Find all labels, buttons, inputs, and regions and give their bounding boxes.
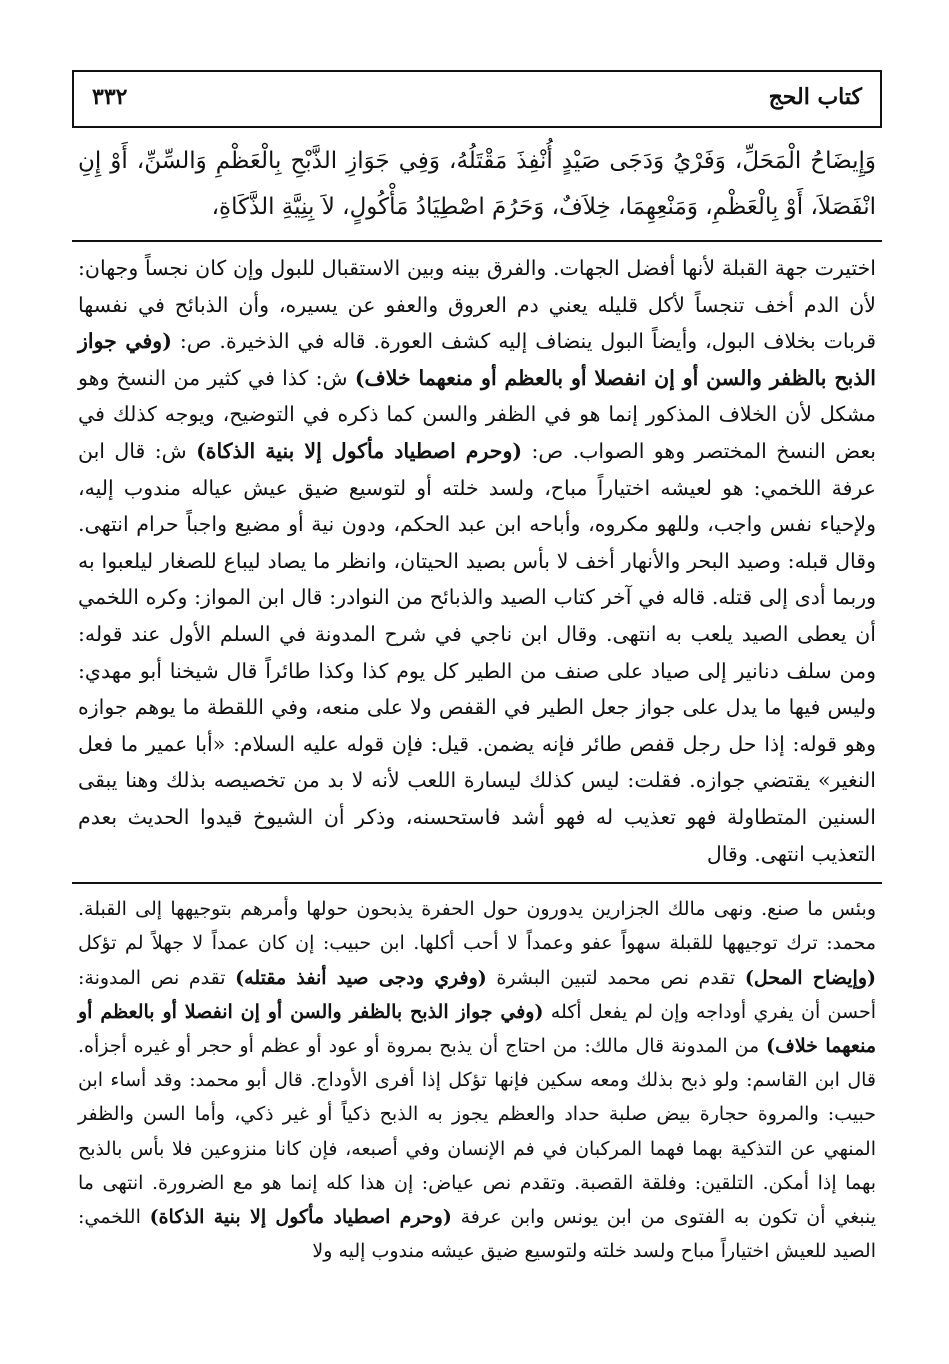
page-number: ٣٣٢ — [92, 84, 128, 110]
footnote — [72, 892, 882, 1268]
quoted-text: (وحرم اصطياد مأكول إلا بنية الذكاة) — [149, 1205, 452, 1228]
footnote-text: اللخمي: الصيد للعيش اختياراً مباح ولسد خلته ولتوسيع ضيق عيشه مندوب إليه ولا — [78, 1205, 876, 1263]
footnote-text: من المدونة قال مالك: من احتاج أن يذبح بمروة أو عود أو عظم أو حجر أو غيره أجزأه. قال ابن القاسم: ولو ذبح بذلك ومعه سكين فإنها تؤكل إذا أفرى الأوداج. قال أبو محمد: وقد أساء ابن حبيب: والمروة حجارة بيض صلبة حداد والعظم يجوز به الذبح ذكياً أو غير ذكي، وأما السن والظفر المنهي عن التذكية بهما فهما المركبان في فم الإنسان وفي أصبعه، فإن كانا منزوعين فلا بأس بالذبح بهما إذا أمكن. التلقين: وفلقة القصبة. وتقدم نص عياض: إن هذا كله إنما هو مع الضرورة. انتهى ما ينبغي أن تكون به الفتوى من ابن يونس وابن عرفة — [78, 1034, 876, 1228]
commentary-paragraph — [78, 250, 876, 872]
quoted-text: (وفي جواز الذبح بالظفر والسن أو إن انفصلا أو بالعظم أو منعهما خلاف) — [78, 1000, 876, 1057]
commentary — [72, 250, 882, 872]
footnote-text: تقدم نص المدونة: أحسن أن يفري أوداجه وإن لم يفعل أكله — [78, 966, 876, 1023]
quoted-text: (وفري ودجى صيد أنفذ مقتله) — [235, 966, 487, 989]
footnote-paragraph — [78, 892, 876, 1268]
quoted-text: (وإيضاح المحل) — [744, 966, 876, 989]
page-header — [72, 70, 882, 128]
book-page — [72, 70, 882, 1268]
main-text — [72, 138, 882, 230]
book-title: كتاب الحج — [768, 84, 862, 110]
quoted-text: (وحرم اصطياد مأكول إلا بنية الذكاة) — [196, 438, 523, 463]
commentary-text: ش: قال ابن عرفة اللخمي: هو لعيشه اختياراً مباح، ولسد خلته أو لتوسيع ضيق عيش عياله مندوب إليه، ولإحياء نفس واجب، وللهو مكروه، وأباحه ابن عبد الحكم، ودون نية أو مضيع واجباً حرام انتهى. وقال قبله: وصيد البحر والأنهار أخف لا بأس بصيد الحيتان، وانظر ما يصاد ليباع للصغار ليلعبوا به وربما أدى إلى قتله. قاله في آخر كتاب الصيد والذبائح من النوادر: قال ابن المواز: وكره اللخمي أن يعطى الصيد يلعب به انتهى. وقال ابن ناجي في شرح المدونة في السلم الأول عند قوله: ومن سلف دنانير إلى صياد على صنف من الطير كل يوم كذا وكذا طائراً قال شيخنا أبو مهدي: وليس فيها ما يدل على جواز جعل الطير في القفص ولا على منعه، وفي اللقطة ما يوهم جوازه وهو قوله: إذا حل رجل قفص طائر فإنه يضمن. قيل: فإن قوله عليه السلام: «أبا عمير ما فعل النغير» يقتضي جوازه. فقلت: ليس كذلك ليسارة اللعب لأنه لا بد من تخصيصه بذلك وهنا يبقى السنين المتطاولة فهو تعذيب له فهو أشد فاستحسنه، وذكر أن الشيوخ قيدوا الحديث بعدم التعذيب انتهى. وقال — [78, 438, 876, 866]
commentary-text: اختيرت جهة القبلة لأنها أفضل الجهات. والفرق بينه وبين الاستقبال للبول وإن كان نجساً وجهان: لأن الدم أخف تنجساً لأكل قليله يعني دم العروق والعفو عن يسيره، وأن الذبائح في نفسها قربات بخلاف البول، وأيضاً البول ينضاف إليه كشف العورة. قاله في الذخيرة. ص: — [78, 256, 876, 354]
footnote-text: وبئس ما صنع. ونهى مالك الجزارين يدورون حول الحفرة يذبحون حولها وأمرهم بتوجيهها إلى القبلة. محمد: ترك توجيهها للقبلة سهواً عفو وعمداً لا أحب أكلها. ابن حبيب: إن كان عمداً لا جهلاً لم تؤكل — [78, 898, 876, 955]
footnote-text: تقدم نص محمد لتبين البشرة — [486, 966, 745, 989]
commentary-text: ش: كذا في كثير من النسخ وهو مشكل لأن الخلاف المذكور إنما هو في الظفر والسن كما ذكره في التوضيح، ويوجه كذلك في بعض النسخ المختصر وهو الصواب. ص: — [78, 365, 876, 463]
separator-line — [72, 240, 882, 242]
quoted-text: (وفي جواز الذبح بالظفر والسن أو إن انفصلا أو بالعظم أو منعهما خلاف) — [78, 329, 877, 390]
separator-line — [72, 882, 882, 884]
main-text-paragraph: وَإِيضَاحُ الْمَحَلِّ، وَفَرْيُ وَدَجَى صَيْدٍ أُنْفِذَ مَقْتَلُهُ، وَفِي جَوَازِ الذَّبْحِ بِالْعَظْمِ وَالسِّنِّ، أَوْ إِنِ انْفَصَلاَ، أَوْ بِالْعَظْمِ، وَمَنْعِهِمَا، خِلاَفٌ، وَحَرُمَ اصْطِيَادُ مَأْكُولٍ، لاَ بِنِيَّةِ الذَّكَاةِ، — [78, 148, 876, 220]
